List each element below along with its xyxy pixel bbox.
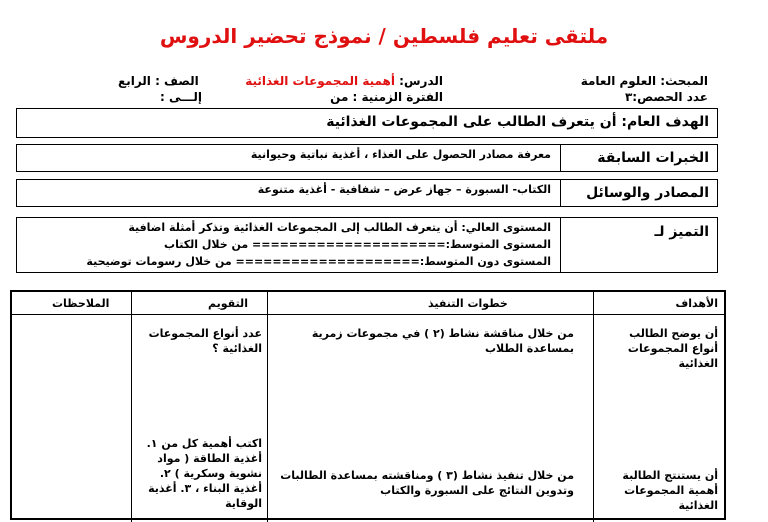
differentiation-box [16, 217, 718, 273]
column-divider [131, 292, 132, 522]
resources-box [16, 179, 718, 207]
lesson-value: أهمية المجموعات الغذائية [245, 74, 395, 88]
row2-assessment: اكتب أهمية كل من ١. أغذية الطاقة ( مواد نشوية وسكرية ) ٢. أغذية البناء ، ٣. أغذية الوقاية [146, 437, 262, 510]
row1-assessment: عدد أنواع المجموعات الغذائية ؟ [148, 327, 262, 355]
general-goal-text: الهدف العام: أن يتعرف الطالب على المجموعات الغذائية [326, 114, 709, 130]
row1-step: من خلال مناقشة نشاط (٢ ) في مجموعات زمرية بمساعدة الطلاب [311, 327, 574, 355]
differentiation-medium: المستوى المتوسط:===================== من خلال الكتاب [164, 238, 551, 251]
lesson-field [245, 74, 443, 88]
header-notes: الملاحظات [52, 297, 110, 310]
row2-objective: أن يستنتج الطالبة أهمية المجموعات الغذائية [622, 469, 718, 512]
grade-label: الصف : الرابع [118, 74, 199, 88]
divider [560, 145, 561, 171]
periods-label: عدد الحصص:٣ [624, 90, 708, 104]
subject-label: المبحث: العلوم العامة [580, 74, 708, 88]
lesson-label: الدرس: [399, 74, 443, 88]
prior-experience-text: معرفة مصادر الحصول على الغذاء ، أغذية نباتية وحيوانية [250, 148, 551, 161]
header-steps: خطوات التنفيذ [428, 297, 508, 310]
prior-experience-box [16, 144, 718, 172]
resources-text: الكتاب- السبورة – جهاز عرض – شفافية - أغذية متنوعة [257, 183, 551, 196]
column-divider [267, 292, 268, 522]
header-objectives: الأهداف [675, 297, 718, 310]
lesson-table [10, 290, 726, 520]
divider [560, 218, 561, 272]
general-goal-box [16, 108, 718, 138]
header-separator [12, 314, 724, 315]
divider [560, 180, 561, 206]
time-period-label: الفترة الزمنية : من [330, 90, 443, 104]
prior-experience-label: الخبرات السابقة [597, 150, 709, 166]
to-label: إلـــى : [160, 90, 203, 104]
row1-objective: أن يوضح الطالب أنواع المجموعات الغذائية [627, 327, 718, 370]
differentiation-low: المستوى دون المتوسط:==================== من خلال رسومات توضيحية [86, 255, 551, 268]
row2-step: من خلال تنفيذ نشاط (٣ ) ومناقشته بمساعدة الطالبات وتدوين النتائج على السبورة والكتاب [280, 469, 574, 497]
column-divider [593, 292, 594, 522]
differentiation-high: المستوى العالي: أن يتعرف الطالب إلى المجموعات الغذائية وتذكر أمثلة اضافية [128, 221, 551, 234]
differentiation-label: التميز لـ [654, 224, 709, 240]
header-assessment: التقويم [208, 297, 248, 310]
resources-label: المصادر والوسائل [586, 185, 709, 201]
page-title: ملتقى تعليم فلسطين / نموذج تحضير الدروس [159, 24, 609, 48]
